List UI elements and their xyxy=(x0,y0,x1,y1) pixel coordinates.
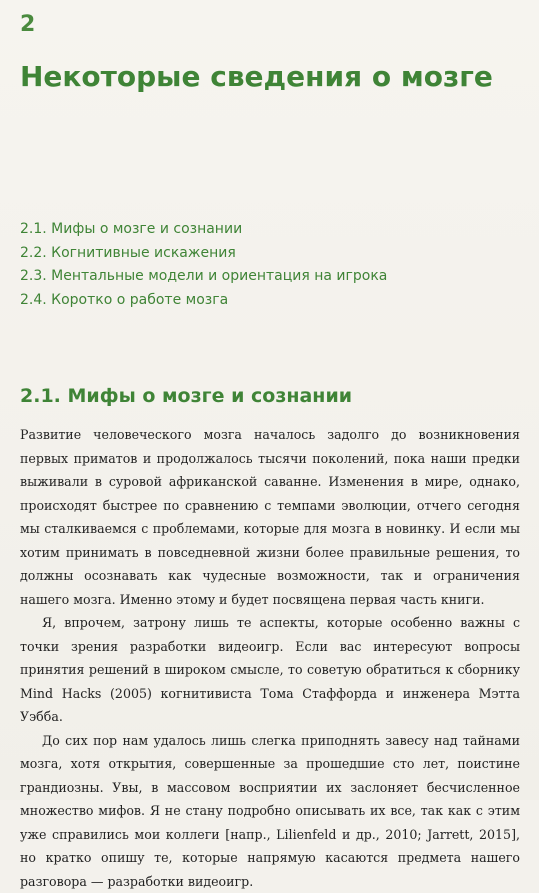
chapter-number: 2 xyxy=(20,12,35,37)
paragraph: До сих пор нам удалось лишь слегка приподнять завесу над тайнами мозга, хотя открытия, совершенные за прошедшие сто лет, поистине грандиозны. Увы, в массовом восприятии их заслоняет бесчисленное множество мифов. Я не стану подробно описывать их все, так как с этим уже справились мои коллеги [напр., Lilienfeld и др., 2010; Jarrett, 2015], но кратко опишу те, которые напрямую касаются предмета нашего разговора — разработки видеоигр. xyxy=(20,729,520,893)
chapter-contents xyxy=(20,218,520,312)
toc-item: 2.2. Когнитивные искажения xyxy=(20,242,520,266)
paragraph: Я, впрочем, затрону лишь те аспекты, которые особенно важны с точки зрения разработки видеоигр. Если вас интересуют вопросы принятия решений в широком смысле, то советую обратиться к сборнику Mind Hacks (2005) когнитивиста Тома Стаффорда и инженера Мэтта Уэбба. xyxy=(20,611,520,729)
toc-item: 2.4. Коротко о работе мозга xyxy=(20,289,520,313)
toc-item: 2.3. Ментальные модели и ориентация на игрока xyxy=(20,265,520,289)
section-body xyxy=(20,423,520,893)
paragraph: Развитие человеческого мозга началось задолго до возникновения первых приматов и продолжалось тысячи поколений, пока наши предки выживали в суровой африканской саванне. Изменения в мире, однако, происходят быстрее по сравнению с темпами эволюции, отчего сегодня мы сталкиваемся с проблемами, которые для мозга в новинку. И если мы хотим принимать в повседневной жизни более правильные решения, то должны осознавать как чудесные возможности, так и ограничения нашего мозга. Именно этому и будет посвящена первая часть книги. xyxy=(20,423,520,611)
toc-item: 2.1. Мифы о мозге и сознании xyxy=(20,218,520,242)
chapter-title: Некоторые сведения о мозге xyxy=(20,60,520,94)
section-heading: 2.1. Мифы о мозге и сознании xyxy=(20,385,352,407)
